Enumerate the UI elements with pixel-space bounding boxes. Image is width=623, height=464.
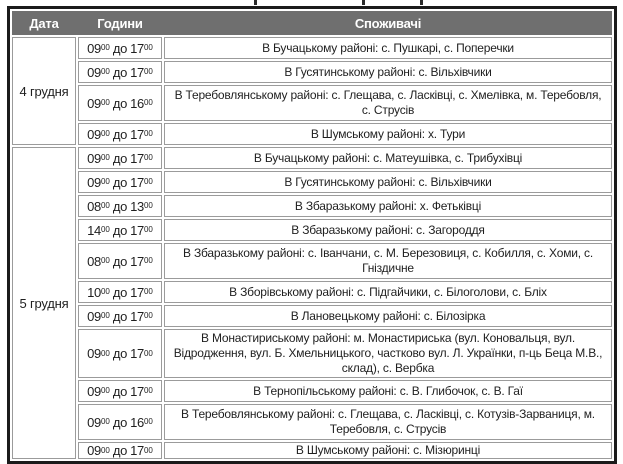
- time-cell: 09 00 до 17 00: [78, 380, 162, 402]
- time-cell: 09 00 до 17 00: [78, 329, 162, 378]
- time-separator: до: [112, 284, 128, 300]
- consumers-cell: [164, 147, 612, 169]
- header-date: Дата: [29, 15, 59, 31]
- cropped-title-fragment: [362, 0, 365, 5]
- time-start-hour: 10: [87, 284, 101, 300]
- consumers-cell: [164, 171, 612, 193]
- consumers-text: В Лановецькому районі: с. Білозірка: [290, 308, 486, 323]
- time-separator: до: [112, 126, 128, 142]
- consumers-cell: [164, 195, 612, 217]
- consumers-cell: [164, 85, 612, 121]
- consumers-cell: [164, 442, 612, 459]
- time-cell: 09 00 до 17 00: [78, 171, 162, 193]
- time-start-hour: 09: [87, 126, 101, 142]
- consumers-text: В Шумському районі: с. Мізюринці: [295, 443, 481, 457]
- time-cell: 09 00 до 17 00: [78, 442, 162, 459]
- table-header-row: [12, 11, 612, 35]
- consumers-cell: [164, 37, 612, 59]
- time-cell: 08 00 до 17 00: [78, 243, 162, 279]
- time-start-hour: 09: [87, 443, 101, 458]
- time-cell: 09 00 до 17 00: [78, 61, 162, 83]
- time-start-hour: 09: [87, 64, 101, 80]
- time-end-hour: 17: [130, 383, 144, 399]
- time-start-hour: 09: [87, 174, 101, 190]
- time-end-hour: 17: [130, 174, 144, 190]
- date-cell-4-december: [12, 37, 76, 145]
- time-separator: до: [112, 64, 128, 80]
- consumers-text: В Теребовлянському районі: с. Глещава, с. Ласківці, с. Котузів-Зарваниця, м. Теребовля, с. Струсів: [181, 407, 595, 436]
- time-start-hour: 09: [87, 383, 101, 399]
- time-start-hour: 08: [87, 253, 101, 269]
- consumers-text: В Гусятинському районі: с. Вільхівчики: [284, 64, 492, 79]
- time-start-hour: 09: [87, 40, 101, 56]
- consumers-text: В Гусятинському районі: с. Вільхівчики: [284, 174, 492, 189]
- consumers-cell: [164, 219, 612, 241]
- consumers-cell: [164, 123, 612, 145]
- time-separator: до: [112, 383, 128, 399]
- consumers-text: В Монастириському районі: м. Монастириська (вул. Коновальця, вул. Відродження, вул. Б. Хмельницького, частково вул. Л. Українки, п-ць Беца М.В., склад), с. Вербка: [173, 331, 603, 375]
- consumers-text: В Збаразькому районі: х. Фетьківці: [294, 198, 482, 213]
- consumers-text: В Збаразькому районі: с. Загороддя: [291, 222, 485, 237]
- date-label: 5 грудня: [19, 295, 69, 311]
- consumers-cell: [164, 243, 612, 279]
- time-start-hour: 09: [87, 414, 101, 430]
- header-hours: Години: [97, 15, 143, 31]
- date-label: 4 грудня: [19, 83, 69, 99]
- time-separator: до: [112, 198, 128, 214]
- time-separator: до: [112, 414, 128, 430]
- time-separator: до: [112, 150, 128, 166]
- time-end-hour: 17: [130, 253, 144, 269]
- time-cell: 09 00 до 17 00: [78, 147, 162, 169]
- consumers-cell: [164, 281, 612, 303]
- time-end-hour: 17: [130, 443, 144, 458]
- time-end-hour: 17: [130, 40, 144, 56]
- time-end-hour: 17: [130, 284, 144, 300]
- time-cell: 09 00 до 16 00: [78, 85, 162, 121]
- time-end-hour: 17: [130, 308, 144, 324]
- time-separator: до: [112, 443, 128, 458]
- consumers-text: В Бучацькому районі: с. Пушкарі, с. Поперечки: [262, 40, 514, 55]
- time-end-hour: 17: [130, 150, 144, 166]
- time-start-hour: 09: [87, 150, 101, 166]
- time-start-hour: 09: [87, 308, 101, 324]
- time-separator: до: [112, 40, 128, 56]
- consumers-cell: [164, 380, 612, 402]
- time-cell: 09 00 до 17 00: [78, 123, 162, 145]
- time-end-hour: 17: [130, 64, 144, 80]
- time-end-hour: 17: [130, 126, 144, 142]
- cropped-title-fragment: [254, 0, 257, 5]
- time-separator: до: [112, 222, 128, 238]
- time-cell: 14 00 до 17 00: [78, 219, 162, 241]
- header-consumers: Споживачі: [354, 15, 422, 31]
- time-cell: 09 00 до 17 00: [78, 305, 162, 327]
- time-cell: 10 00 до 17 00: [78, 281, 162, 303]
- consumers-cell: [164, 329, 612, 378]
- time-end-hour: 17: [130, 222, 144, 238]
- time-separator: до: [112, 308, 128, 324]
- time-start-hour: 09: [87, 346, 101, 361]
- time-cell: 08 00 до 13 00: [78, 195, 162, 217]
- time-start-hour: 14: [87, 222, 101, 238]
- time-separator: до: [112, 95, 128, 111]
- time-separator: до: [112, 346, 128, 361]
- time-end-hour: 16: [130, 95, 144, 111]
- consumers-text: В Шумському районі: х. Тури: [310, 126, 466, 141]
- consumers-text: В Теребовлянському районі: с. Глещава, с. Ласківці, с. Хмелівка, м. Теребовля, с. Струсів: [174, 88, 602, 117]
- consumers-text: В Зборівському районі: с. Підгайчики, с. Білоголови, с. Бліх: [229, 284, 547, 299]
- consumers-cell: [164, 61, 612, 83]
- time-end-hour: 16: [130, 414, 144, 430]
- time-separator: до: [112, 174, 128, 190]
- power-outage-schedule-table: [7, 6, 617, 464]
- consumers-text: В Тернопільському районі: с. В. Глибочок, с. В. Гаї: [253, 383, 523, 398]
- time-cell: 09 00 до 16 00: [78, 404, 162, 440]
- time-start-hour: 09: [87, 95, 101, 111]
- time-cell: 09 00 до 17 00: [78, 37, 162, 59]
- time-separator: до: [112, 253, 128, 269]
- cropped-title-fragment: [420, 0, 423, 5]
- consumers-cell: [164, 305, 612, 327]
- time-end-hour: 13: [130, 198, 144, 214]
- consumers-text: В Бучацькому районі: с. Матеушівка, с. Трибухівці: [253, 150, 523, 165]
- time-start-hour: 08: [87, 198, 101, 214]
- consumers-cell: [164, 404, 612, 440]
- date-cell-5-december: [12, 147, 76, 459]
- consumers-text: В Збаразькому районі: с. Іванчани, с. М. Березовиця, с. Кобилля, с. Хоми, с. Гніздичне: [183, 246, 593, 275]
- time-end-hour: 17: [130, 346, 144, 361]
